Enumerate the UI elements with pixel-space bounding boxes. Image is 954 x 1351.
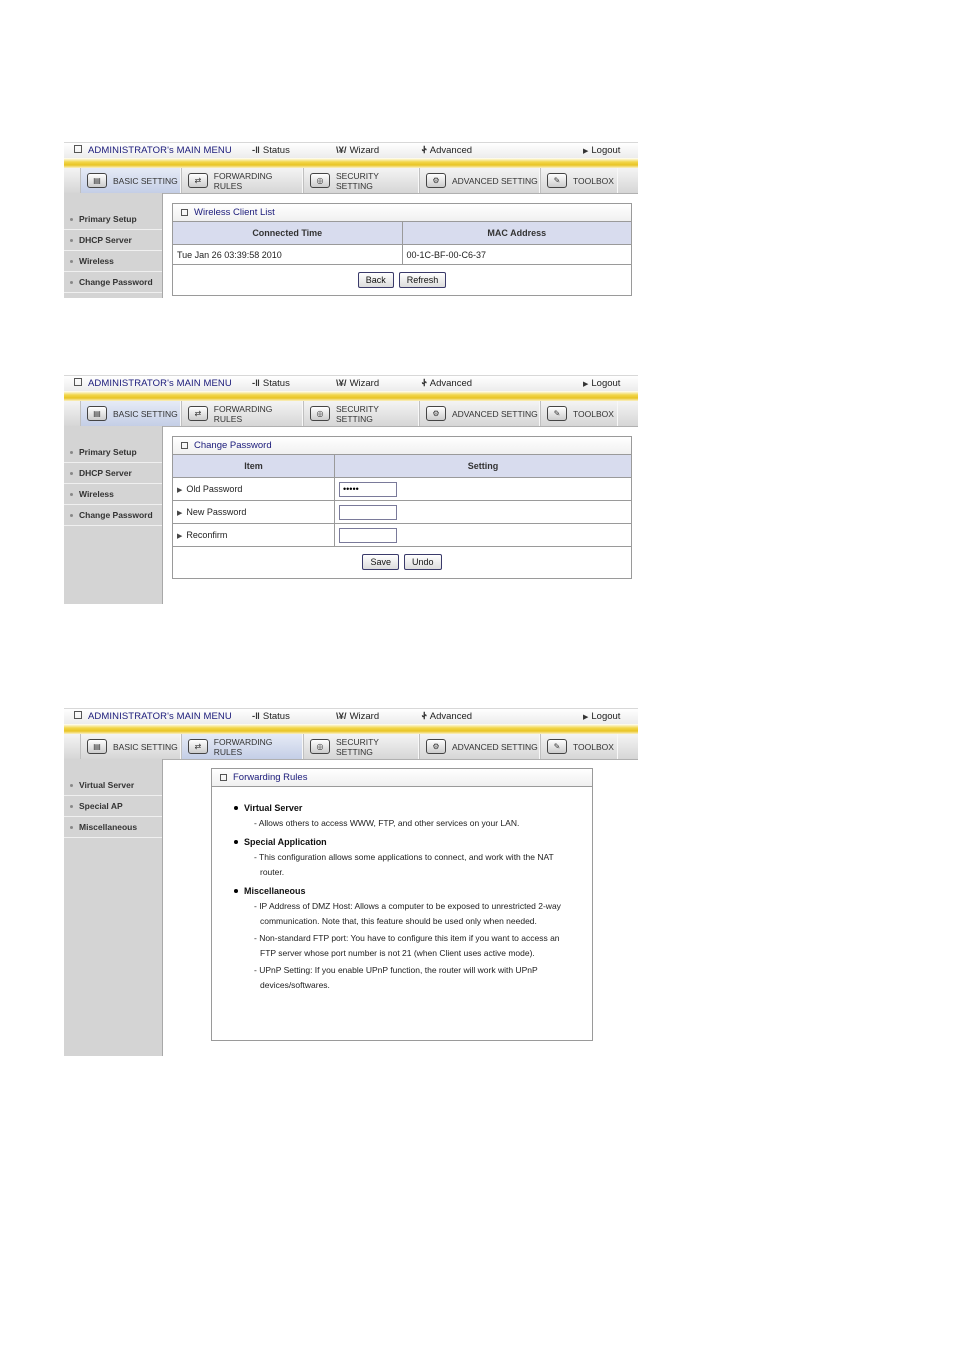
tab-toolbox[interactable]: ✎ TOOLBOX — [540, 168, 618, 193]
mac-address-cell: 00-1C-BF-00-C6-37 — [402, 245, 631, 265]
sidebar-item-change-password[interactable]: Change Password — [64, 505, 162, 526]
main-menu-title: ADMINISTRATOR's MAIN MENU — [74, 378, 232, 389]
ftp-port-description: - Non-standard FTP port: You have to configure this item if you want to access an FTP server whose port number is not 21 (when Client uses active mode). — [254, 933, 560, 958]
bullet-icon — [70, 826, 73, 829]
bullet-icon — [70, 218, 73, 221]
router-ui-change-password — [64, 375, 638, 604]
wizard-link[interactable]: \¥/ Wizard — [336, 145, 380, 156]
reconfirm-cell — [335, 524, 632, 547]
virtual-server-description: - Allows others to access WWW, FTP, and other services on your LAN. — [254, 818, 520, 828]
advanced-setting-icon: ⚙ — [426, 406, 446, 421]
gold-divider — [64, 158, 638, 168]
button-row — [173, 547, 631, 576]
status-link[interactable]: -ǁ Status — [252, 145, 290, 156]
sidebar-item-wireless[interactable]: Wireless — [64, 251, 162, 272]
forwarding-icon: ⇄ — [188, 173, 208, 188]
wizard-icon: \¥/ — [336, 145, 347, 156]
undo-button[interactable]: Undo — [404, 554, 442, 570]
sidebar-item-dhcp-server[interactable]: DHCP Server — [64, 230, 162, 251]
toolbox-icon: ✎ — [547, 406, 567, 421]
square-icon — [220, 774, 227, 781]
panel-title: Wireless Client List — [173, 204, 631, 222]
main-tabs — [64, 168, 638, 194]
wizard-link[interactable]: \¥/ Wizard — [336, 711, 380, 722]
status-icon: -ǁ — [252, 711, 260, 722]
square-icon — [74, 711, 82, 719]
top-menu-bar — [64, 375, 638, 391]
status-icon: -ǁ — [252, 145, 260, 156]
forwarding-icon: ⇄ — [188, 739, 208, 754]
tab-advanced-setting[interactable]: ⚙ ADVANCED SETTING — [419, 734, 540, 759]
column-header: Item — [173, 455, 335, 478]
toolbox-icon: ✎ — [547, 739, 567, 754]
wizard-icon: \¥/ — [336, 378, 347, 389]
table-row — [173, 478, 631, 501]
logout-link[interactable]: ▶ Logout — [583, 378, 621, 389]
gold-divider — [64, 391, 638, 401]
table-row — [173, 524, 631, 547]
table-header-row — [173, 455, 631, 478]
password-table — [173, 455, 631, 547]
table-row — [173, 245, 631, 265]
bullet-icon — [70, 514, 73, 517]
advanced-icon: Ꮠ — [422, 378, 427, 389]
bullet-icon — [70, 239, 73, 242]
bullet-icon — [234, 806, 238, 810]
bullet-icon — [70, 451, 73, 454]
router-ui-forwarding-rules — [64, 708, 638, 1056]
panel-title: Change Password — [173, 437, 631, 455]
bullet-icon — [234, 889, 238, 893]
folder-icon: ▤ — [87, 173, 107, 188]
top-menu-bar — [64, 708, 638, 724]
security-icon: ◎ — [310, 739, 330, 754]
new-password-cell — [335, 501, 632, 524]
status-icon: -ǁ — [252, 378, 260, 389]
special-application-heading: Special Application — [234, 835, 572, 850]
square-icon — [74, 378, 82, 386]
square-icon — [181, 442, 188, 449]
special-application-description: - This configuration allows some applications to connect, and work with the NAT router. — [254, 852, 554, 877]
wizard-icon: \¥/ — [336, 711, 347, 722]
bullet-icon — [70, 281, 73, 284]
reconfirm-label: ▶ Reconfirm — [173, 524, 335, 547]
security-icon: ◎ — [310, 406, 330, 421]
advanced-setting-icon: ⚙ — [426, 739, 446, 754]
old-password-cell — [335, 478, 632, 501]
status-link[interactable]: -ǁ Status — [252, 711, 290, 722]
forwarding-icon: ⇄ — [188, 406, 208, 421]
folder-icon: ▤ — [87, 406, 107, 421]
column-header: Connected Time — [173, 222, 402, 245]
column-header: MAC Address — [402, 222, 631, 245]
save-button[interactable]: Save — [362, 554, 399, 570]
miscellaneous-heading: Miscellaneous — [234, 884, 572, 899]
sidebar-item-primary-setup[interactable]: Primary Setup — [64, 209, 162, 230]
advanced-icon: Ꮠ — [422, 145, 427, 156]
tab-basic-setting[interactable]: ▤ BASIC SETTING — [80, 168, 181, 193]
square-icon — [181, 209, 188, 216]
rules-description — [212, 787, 592, 1007]
table-row — [173, 501, 631, 524]
sidebar-item-miscellaneous[interactable]: Miscellaneous — [64, 817, 162, 838]
button-row — [173, 265, 631, 294]
sidebar-item-special-ap[interactable]: Special AP — [64, 796, 162, 817]
new-password-label: ▶ New Password — [173, 501, 335, 524]
column-header: Setting — [335, 455, 632, 478]
arrow-right-icon: ▶ — [583, 381, 589, 388]
old-password-input[interactable] — [339, 482, 397, 497]
bullet-icon — [70, 493, 73, 496]
advanced-link[interactable]: Ꮠ Advanced — [422, 145, 473, 156]
tab-toolbox[interactable]: ✎ TOOLBOX — [540, 734, 618, 759]
arrow-right-icon: ▶ — [583, 148, 589, 155]
table-header-row — [173, 222, 631, 245]
tab-forwarding-rules[interactable]: ⇄ FORWARDING RULES — [181, 401, 303, 426]
tab-security-setting[interactable]: ◎ SECURITY SETTING — [303, 168, 419, 193]
folder-icon: ▤ — [87, 739, 107, 754]
client-table — [173, 222, 631, 265]
status-link[interactable]: -ǁ Status — [252, 378, 290, 389]
bullet-icon — [70, 260, 73, 263]
new-password-input[interactable] — [339, 505, 397, 520]
tab-forwarding-rules[interactable]: ⇄ FORWARDING RULES — [181, 734, 303, 759]
dmz-host-description: - IP Address of DMZ Host: Allows a computer to be exposed to unrestricted 2-way communication. Note that, this feature should be used only when needed. — [254, 901, 561, 926]
advanced-link[interactable]: Ꮠ Advanced — [422, 711, 473, 722]
main-tabs — [64, 401, 638, 427]
advanced-icon: Ꮠ — [422, 711, 427, 722]
arrow-right-icon: ▶ — [583, 714, 589, 721]
connected-time-cell: Tue Jan 26 03:39:58 2010 — [173, 245, 402, 265]
arrow-right-icon: ▶ — [177, 533, 183, 540]
forwarding-rules-panel — [211, 768, 593, 1041]
router-ui-wireless-client-list — [64, 142, 638, 298]
advanced-setting-icon: ⚙ — [426, 173, 446, 188]
tab-forwarding-rules[interactable]: ⇄ FORWARDING RULES — [181, 168, 303, 193]
gold-divider — [64, 724, 638, 734]
main-menu-title: ADMINISTRATOR's MAIN MENU — [74, 711, 232, 722]
sidebar — [64, 193, 163, 298]
logout-link[interactable]: ▶ Logout — [583, 711, 621, 722]
tab-advanced-setting[interactable]: ⚙ ADVANCED SETTING — [419, 401, 540, 426]
back-button[interactable]: Back — [358, 272, 394, 288]
tab-advanced-setting[interactable]: ⚙ ADVANCED SETTING — [419, 168, 540, 193]
sidebar-item-virtual-server[interactable]: Virtual Server — [64, 775, 162, 796]
refresh-button[interactable]: Refresh — [399, 272, 447, 288]
square-icon — [74, 145, 82, 153]
sidebar-item-change-password[interactable]: Change Password — [64, 272, 162, 293]
security-icon: ◎ — [310, 173, 330, 188]
sidebar — [64, 759, 163, 1056]
tab-security-setting[interactable]: ◎ SECURITY SETTING — [303, 401, 419, 426]
wireless-client-list-panel — [172, 203, 632, 296]
top-menu-bar — [64, 142, 638, 158]
toolbox-icon: ✎ — [547, 173, 567, 188]
sidebar-item-wireless[interactable]: Wireless — [64, 484, 162, 505]
upnp-description: - UPnP Setting: If you enable UPnP function, the router will work with UPnP devices/softwares. — [254, 965, 538, 990]
tab-basic-setting[interactable]: ▤ BASIC SETTING — [80, 734, 181, 759]
virtual-server-heading: Virtual Server — [234, 801, 572, 816]
sidebar-item-primary-setup[interactable]: Primary Setup — [64, 442, 162, 463]
bullet-icon — [70, 472, 73, 475]
panel-title: Forwarding Rules — [212, 769, 592, 787]
arrow-right-icon: ▶ — [177, 510, 183, 517]
reconfirm-input[interactable] — [339, 528, 397, 543]
sidebar — [64, 426, 163, 604]
sidebar-item-dhcp-server[interactable]: DHCP Server — [64, 463, 162, 484]
main-menu-title: ADMINISTRATOR's MAIN MENU — [74, 145, 232, 156]
change-password-panel — [172, 436, 632, 579]
bullet-icon — [70, 805, 73, 808]
tab-toolbox[interactable]: ✎ TOOLBOX — [540, 401, 618, 426]
bullet-icon — [234, 840, 238, 844]
old-password-label: ▶ Old Password — [173, 478, 335, 501]
logout-link[interactable]: ▶ Logout — [583, 145, 621, 156]
tab-security-setting[interactable]: ◎ SECURITY SETTING — [303, 734, 419, 759]
main-tabs — [64, 734, 638, 760]
wizard-link[interactable]: \¥/ Wizard — [336, 378, 380, 389]
advanced-link[interactable]: Ꮠ Advanced — [422, 378, 473, 389]
tab-basic-setting[interactable]: ▤ BASIC SETTING — [80, 401, 181, 426]
arrow-right-icon: ▶ — [177, 487, 183, 494]
bullet-icon — [70, 784, 73, 787]
